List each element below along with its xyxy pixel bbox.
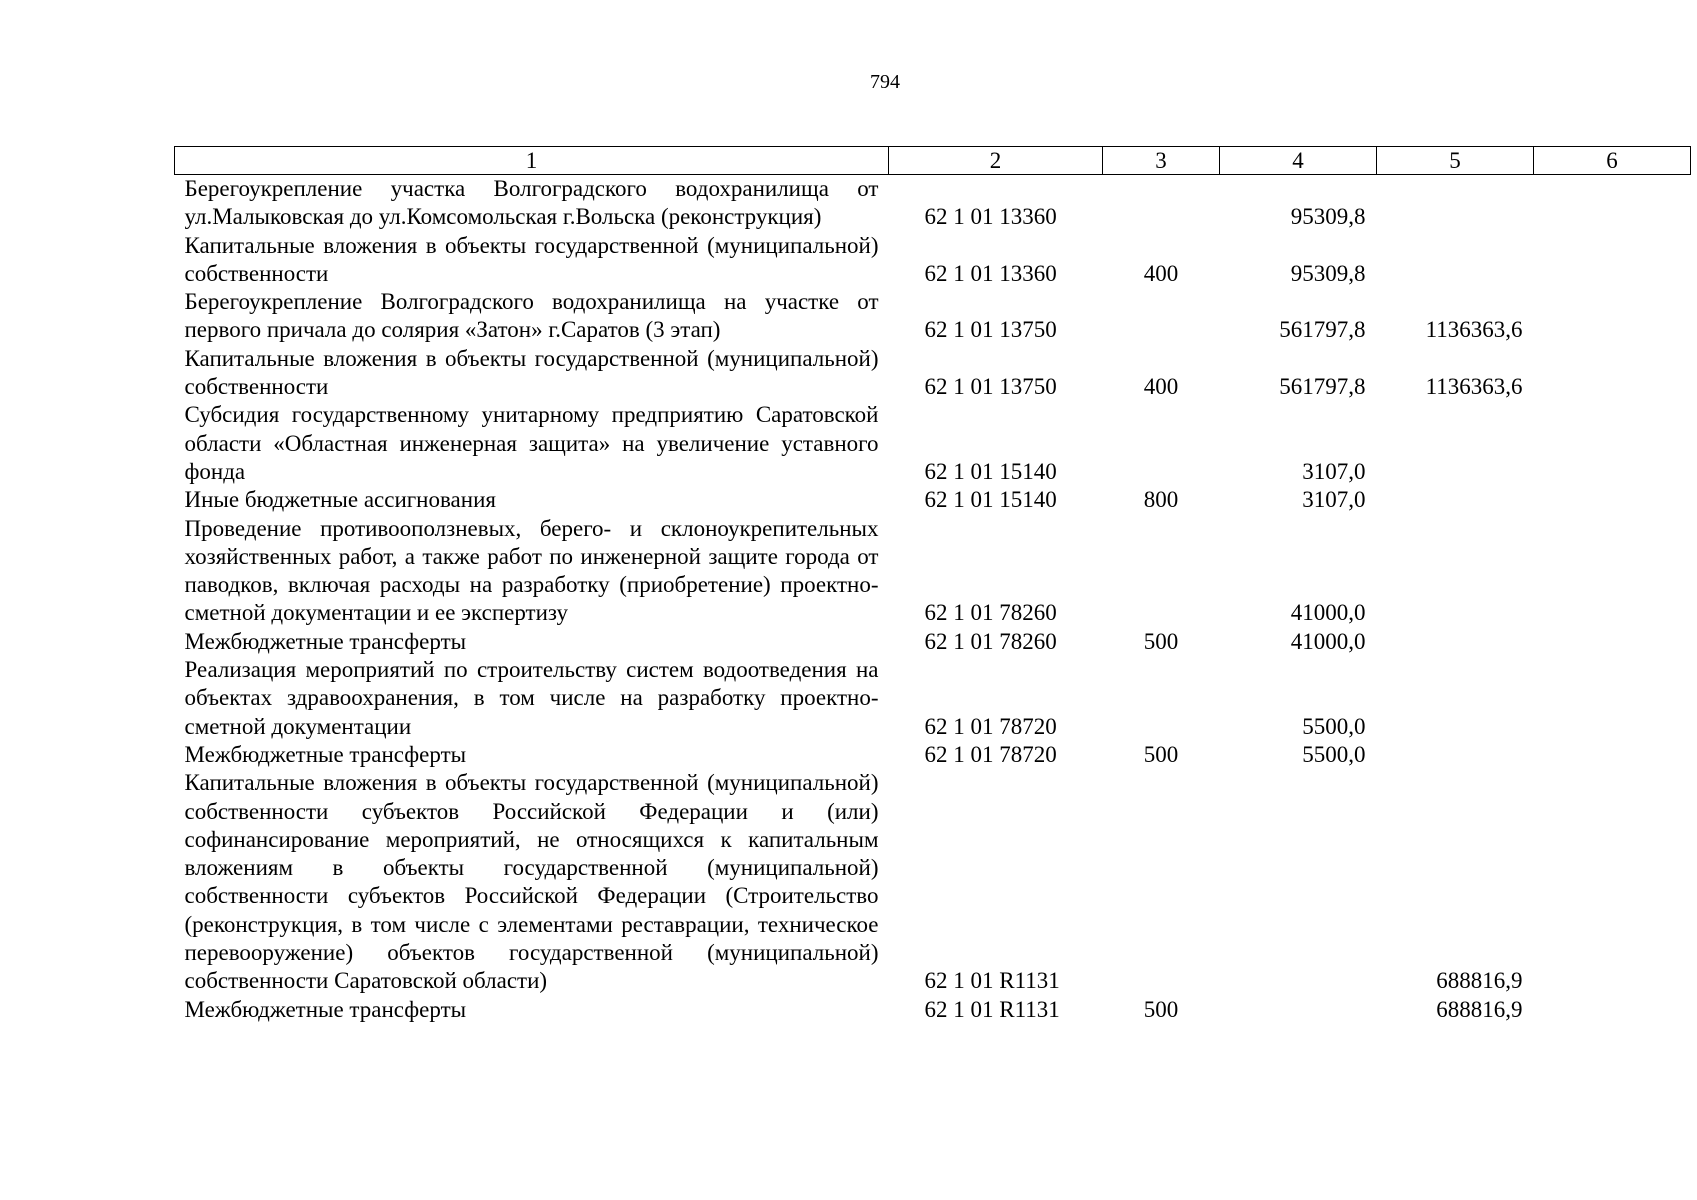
row-amount-col5 <box>1377 515 1534 628</box>
row-expense-type <box>1103 288 1220 345</box>
table-row <box>175 656 1691 741</box>
row-target-code: 62 1 01 78720 <box>924 713 1057 739</box>
column-header-3: 3 <box>1103 147 1220 175</box>
column-header-6: 6 <box>1534 147 1691 175</box>
row-amount-col6 <box>1534 232 1691 289</box>
column-header-4: 4 <box>1220 147 1377 175</box>
row-amount-col5: 688816,9 <box>1436 996 1523 1022</box>
row-target-code: 62 1 01 13360 <box>924 204 1057 230</box>
column-header-1: 1 <box>175 147 889 175</box>
row-expense-type: 500 <box>1143 741 1179 767</box>
row-amount-col6 <box>1534 769 1691 995</box>
row-amount-col4: 561797,8 <box>1279 374 1366 400</box>
row-expense-type: 500 <box>1143 628 1179 654</box>
table-row <box>175 515 1691 628</box>
row-description: Субсидия государственному унитарному предприятию Саратовской области «Областная инженерная защита» на увеличение уставного фонда <box>184 402 879 484</box>
table-row <box>175 345 1691 402</box>
table-row <box>175 401 1691 486</box>
column-header-2: 2 <box>889 147 1103 175</box>
table-row <box>175 741 1691 769</box>
row-amount-col6 <box>1534 741 1691 769</box>
row-expense-type <box>1103 401 1220 486</box>
table-row <box>175 996 1691 1024</box>
row-target-code: 62 1 01 78260 <box>924 628 1057 654</box>
row-expense-type <box>1103 769 1220 995</box>
table-row <box>175 486 1691 514</box>
row-amount-col4: 3107,0 <box>1302 458 1366 484</box>
row-amount-col6 <box>1534 656 1691 741</box>
row-expense-type <box>1103 175 1220 232</box>
row-description: Реализация мероприятий по строительству систем водоотведения на объектах здравоохранения, в том числе на разработку проектно-сметной документации <box>184 657 879 739</box>
table-row <box>175 628 1691 656</box>
row-amount-col4: 41000,0 <box>1290 628 1366 654</box>
row-amount-col5: 688816,9 <box>1436 968 1523 994</box>
row-expense-type <box>1103 656 1220 741</box>
row-amount-col5 <box>1377 175 1534 232</box>
row-target-code: 62 1 01 13750 <box>924 317 1057 343</box>
row-description: Межбюджетные трансферты <box>184 741 467 767</box>
row-amount-col4: 561797,8 <box>1279 317 1366 343</box>
row-description: Капитальные вложения в объекты государственной (муниципальной) собственности субъектов Российской Федерации и (или) софинансирование мероприятий, не относящихся к капитальным вложениям в объекты государственной (муниципальной) собственности субъектов Российской Федерации (Строительство (реконструкция, в том числе с элементами реставрации, техническое перевооружение) объектов государственной (муниципальной) собственности Саратовской области) <box>184 770 879 994</box>
row-description: Капитальные вложения в объекты государственной (муниципальной) собственности <box>184 232 879 286</box>
row-description: Берегоукрепление участка Волгоградского водохранилища от ул.Малыковская до ул.Комсомольская г.Вольска (реконструкция) <box>184 176 879 230</box>
row-amount-col4: 5500,0 <box>1302 713 1366 739</box>
table-row <box>175 232 1691 289</box>
table-row <box>175 288 1691 345</box>
row-target-code: 62 1 01 R1131 <box>924 996 1060 1022</box>
row-target-code: 62 1 01 13360 <box>924 260 1057 286</box>
row-amount-col6 <box>1534 628 1691 656</box>
row-amount-col5: 1136363,6 <box>1425 374 1523 400</box>
row-amount-col4: 41000,0 <box>1290 600 1366 626</box>
row-amount-col5 <box>1377 232 1534 289</box>
row-amount-col4: 95309,8 <box>1290 260 1366 286</box>
row-description: Проведение противооползневых, берего- и склоноукрепительных хозяйственных работ, а также работ по инженерной защите города от паводков, включая расходы на разработку (приобретение) проектно-сметной документации и ее экспертизу <box>184 515 879 626</box>
row-amount-col5 <box>1377 628 1534 656</box>
row-amount-col6 <box>1534 515 1691 628</box>
table-body <box>175 175 1691 1024</box>
row-target-code: 62 1 01 78720 <box>924 741 1057 767</box>
row-description: Межбюджетные трансферты <box>184 996 467 1022</box>
row-amount-col4: 5500,0 <box>1302 741 1366 767</box>
row-target-code: 62 1 01 15140 <box>924 458 1057 484</box>
row-description: Берегоукрепление Волгоградского водохранилища на участке от первого причала до солярия «Затон» г.Саратов (3 этап) <box>184 289 879 343</box>
row-target-code: 62 1 01 13750 <box>924 374 1057 400</box>
row-description: Межбюджетные трансферты <box>184 628 467 654</box>
column-header-5: 5 <box>1377 147 1534 175</box>
row-description: Капитальные вложения в объекты государственной (муниципальной) собственности <box>184 345 879 400</box>
row-amount-col5: 1136363,6 <box>1425 317 1523 343</box>
row-expense-type <box>1103 515 1220 628</box>
table-row <box>175 769 1691 995</box>
row-amount-col6 <box>1534 486 1691 514</box>
row-amount-col4: 3107,0 <box>1302 487 1366 513</box>
row-target-code: 62 1 01 R1131 <box>924 968 1060 994</box>
row-amount-col5 <box>1377 656 1534 741</box>
row-amount-col6 <box>1534 288 1691 345</box>
row-target-code: 62 1 01 15140 <box>924 487 1057 513</box>
row-amount-col4 <box>1220 769 1377 995</box>
page-number: 794 <box>870 71 900 93</box>
row-amount-col6 <box>1534 175 1691 232</box>
row-expense-type: 800 <box>1143 487 1179 513</box>
row-amount-col6 <box>1534 345 1691 402</box>
table-row <box>175 175 1691 232</box>
row-amount-col6 <box>1534 401 1691 486</box>
row-expense-type: 400 <box>1143 374 1179 400</box>
row-description: Иные бюджетные ассигнования <box>184 487 496 513</box>
header-row <box>175 147 1691 175</box>
row-amount-col4 <box>1220 996 1377 1024</box>
row-amount-col5 <box>1377 486 1534 514</box>
row-amount-col4: 95309,8 <box>1290 204 1366 230</box>
row-amount-col6 <box>1534 996 1691 1024</box>
row-amount-col5 <box>1377 741 1534 769</box>
row-amount-col5 <box>1377 401 1534 486</box>
row-target-code: 62 1 01 78260 <box>924 600 1057 626</box>
row-expense-type: 400 <box>1143 260 1179 286</box>
row-expense-type: 500 <box>1143 996 1179 1022</box>
budget-table <box>174 146 1691 1024</box>
